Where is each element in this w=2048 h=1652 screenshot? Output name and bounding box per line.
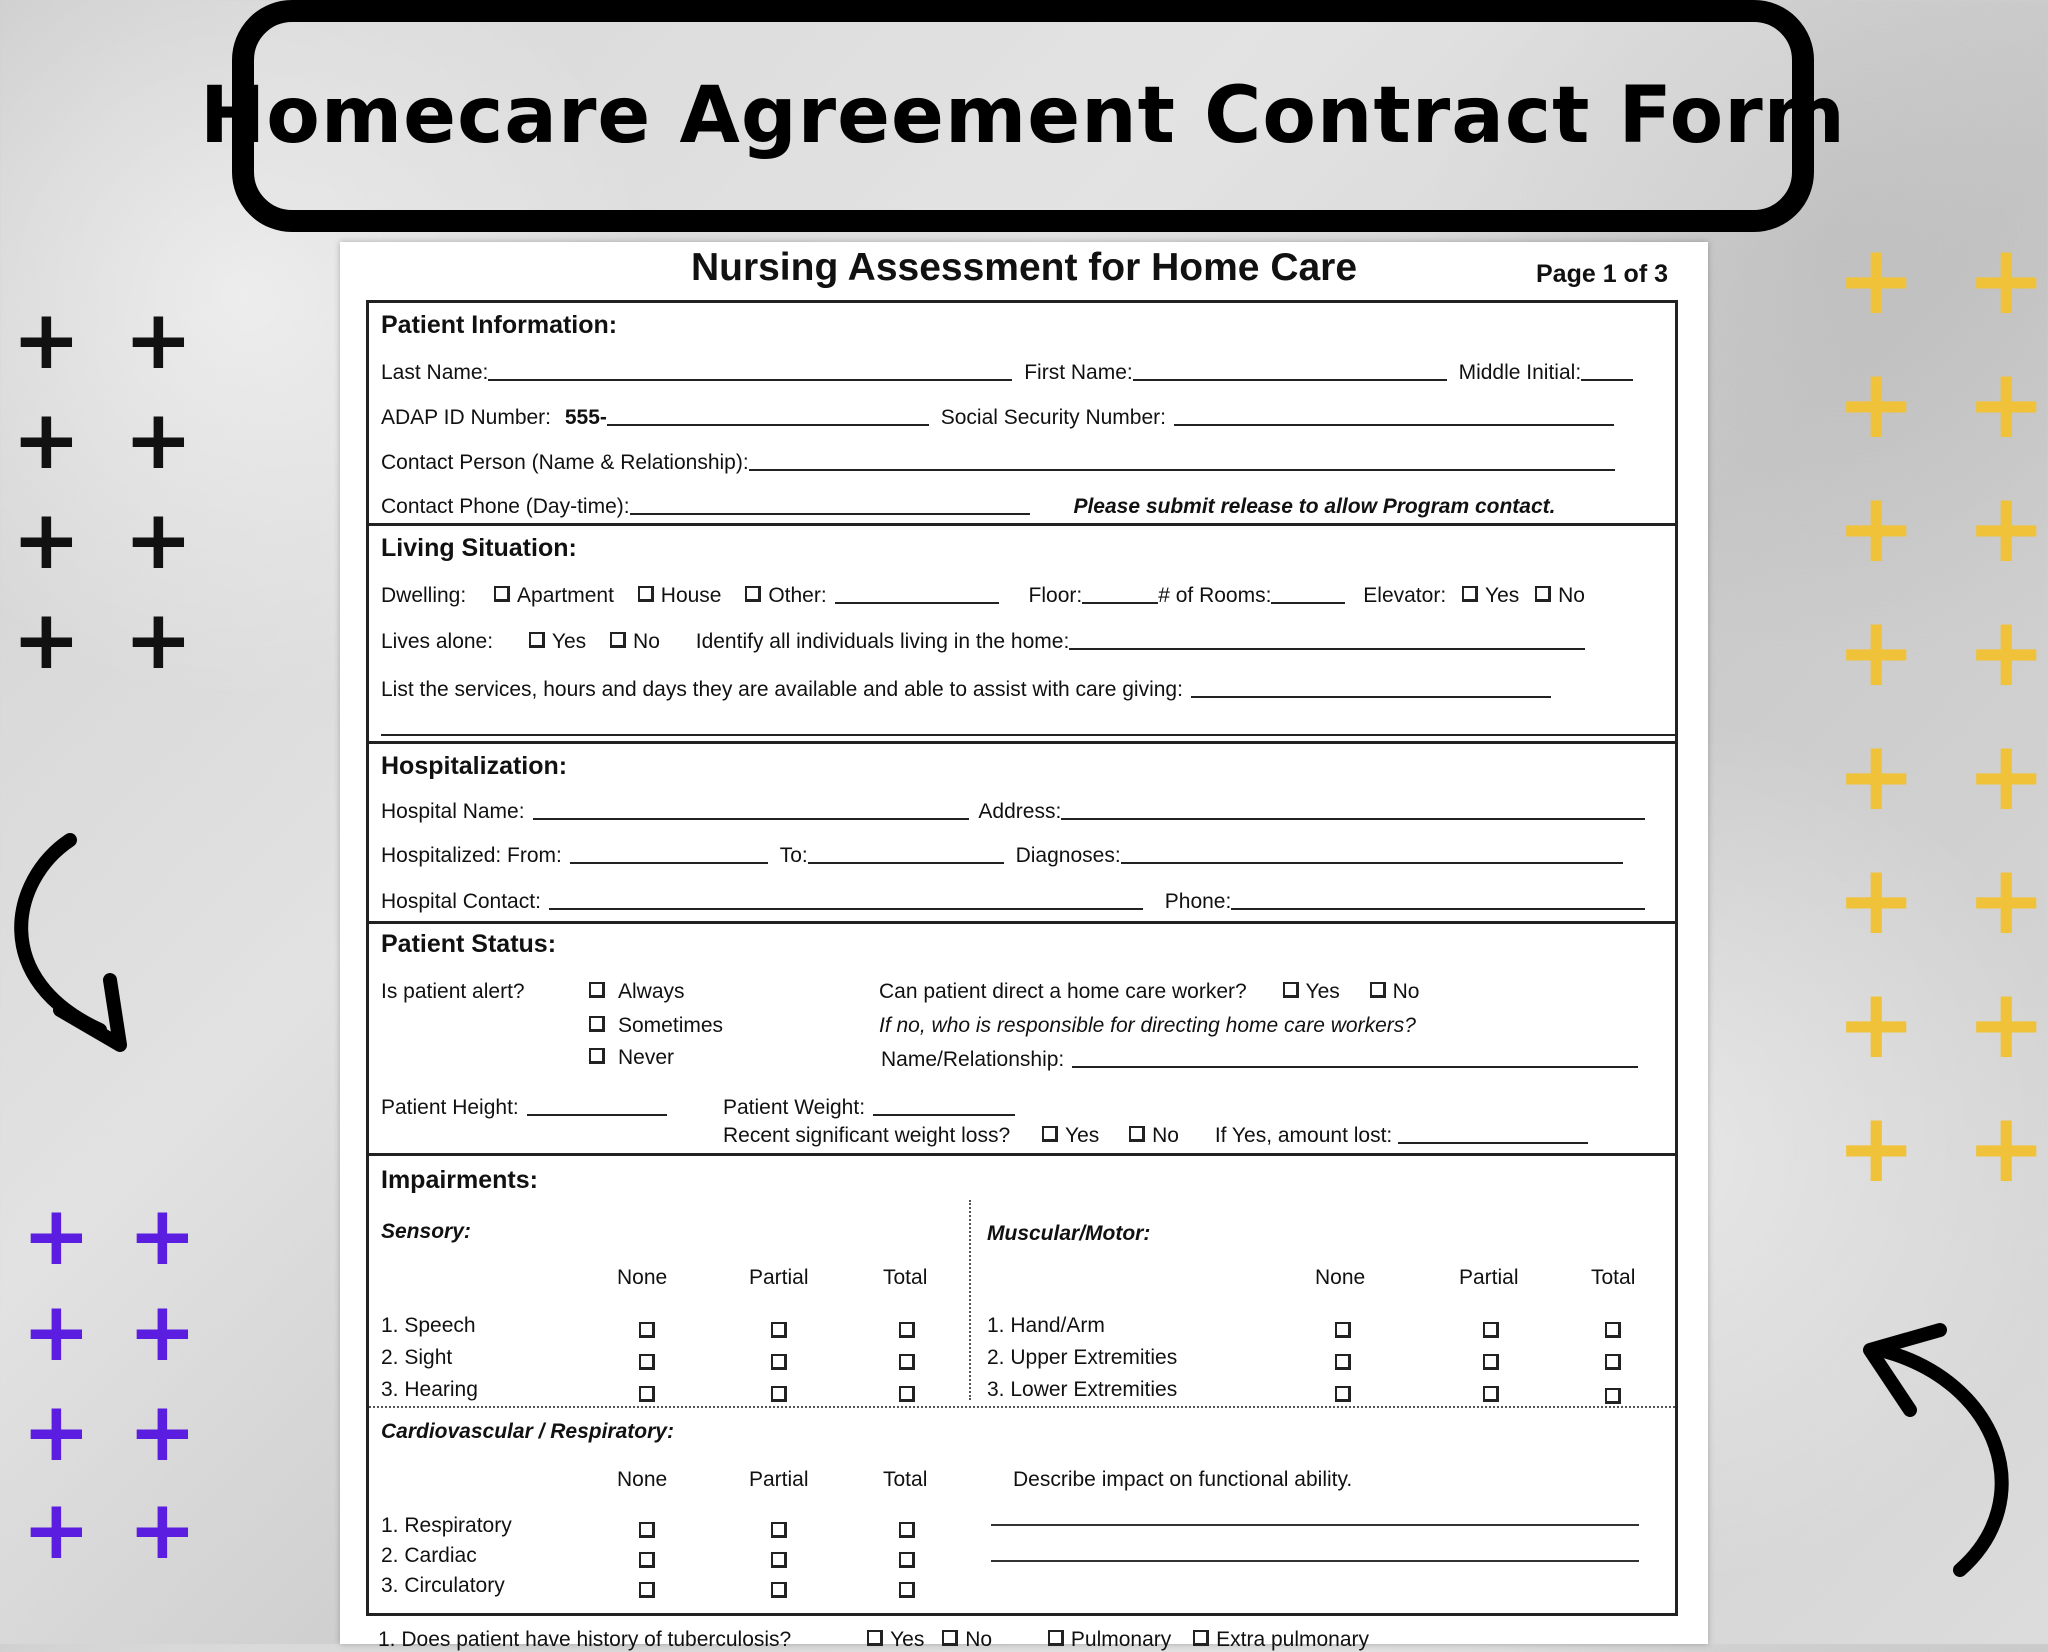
muscular-total-header: Total (1591, 1266, 1636, 1289)
plus-icon: + (1966, 968, 2047, 1080)
lower-partial-checkbox[interactable] (1483, 1386, 1499, 1402)
respiratory-partial-checkbox[interactable] (771, 1522, 787, 1538)
diagnoses-label: Diagnoses: (1015, 844, 1121, 867)
to-label: To: (779, 844, 808, 867)
tb-yes-checkbox[interactable] (867, 1630, 883, 1646)
other-label: Other: (768, 584, 827, 607)
diagnoses-field[interactable] (1121, 844, 1623, 864)
ssn-field[interactable] (1174, 406, 1614, 426)
alert-sometimes: Sometimes (589, 1014, 723, 1038)
floor-field[interactable] (1082, 584, 1158, 604)
other-checkbox[interactable] (745, 586, 761, 602)
contact-person-label: Contact Person (Name & Relationship): (381, 451, 749, 474)
cardio-none-header: None (617, 1468, 668, 1491)
plus-icon: + (1966, 224, 2047, 336)
row-hospitalized (381, 842, 1665, 868)
alert-never-checkbox[interactable] (589, 1048, 605, 1064)
adap-id-label: ADAP ID Number: (381, 406, 551, 429)
cardio-item: 2. Cardiac (381, 1544, 477, 1567)
to-field[interactable] (808, 844, 1004, 864)
direct-question: Can patient direct a home care worker? (879, 980, 1247, 1003)
tb-question: 1. Does patient have history of tuberculosis? (378, 1628, 792, 1651)
cardio-item: 3. Circulatory (381, 1574, 505, 1597)
height-label: Patient Height: (381, 1096, 519, 1119)
plus-icon: + (1966, 596, 2047, 708)
circulatory-partial-checkbox[interactable] (771, 1582, 787, 1598)
plus-icon: + (1836, 224, 1917, 336)
circulatory-total-checkbox[interactable] (899, 1582, 915, 1598)
adap-id-prefix: 555- (564, 406, 607, 429)
if-no-note: If no, who is responsible for directing home care workers? (879, 1014, 1416, 1037)
banner-title: Homecare Agreement Contract Form (200, 71, 1846, 161)
identify-label: Identify all individuals living in the home: (695, 630, 1070, 653)
speech-partial-checkbox[interactable] (771, 1322, 787, 1338)
weight-row (723, 1094, 1015, 1120)
plus-icon: + (128, 1483, 197, 1578)
contact-phone-label: Contact Phone (Day-time): (381, 495, 630, 518)
row-names (381, 359, 1665, 385)
plus-icon: + (1966, 1092, 2047, 1204)
muscular-heading: Muscular/Motor: (987, 1222, 1151, 1245)
section-heading: Living Situation: (381, 534, 577, 562)
middle-initial-field[interactable] (1581, 361, 1633, 381)
cardiac-partial-checkbox[interactable] (771, 1552, 787, 1568)
cardiac-none-checkbox[interactable] (639, 1552, 655, 1568)
alert-sometimes-checkbox[interactable] (589, 1016, 605, 1032)
speech-none-checkbox[interactable] (639, 1322, 655, 1338)
phone-field[interactable] (1231, 890, 1645, 910)
plus-icon: + (124, 593, 193, 688)
section-living-situation (366, 526, 1678, 744)
plus-icon: + (1836, 596, 1917, 708)
alert-always: Always (589, 980, 685, 1004)
elevator-label: Elevator: (1363, 584, 1447, 607)
services-field[interactable] (1191, 678, 1551, 698)
upper-total-checkbox[interactable] (1605, 1354, 1621, 1370)
weight-loss-row: Recent significant weight loss? Yes No If Yes, amount lost: (723, 1122, 1588, 1148)
curved-arrow-right-icon (1850, 1320, 2020, 1580)
last-name-label: Last Name: (381, 361, 489, 384)
name-relationship-row (881, 1046, 1638, 1072)
column-divider (969, 1200, 971, 1400)
cardio-total-header: Total (883, 1468, 928, 1491)
plus-icon: + (124, 293, 193, 388)
amount-lost-label: If Yes, amount lost: (1214, 1124, 1393, 1147)
section-heading: Impairments: (381, 1166, 538, 1194)
services-field-line2[interactable] (381, 716, 1677, 736)
muscular-item: 1. Hand/Arm (987, 1314, 1105, 1337)
sensory-total-header: Total (883, 1266, 928, 1289)
ssn-label: Social Security Number: (940, 406, 1166, 429)
weight-label: Patient Weight: (723, 1096, 866, 1119)
muscular-item: 3. Lower Extremities (987, 1378, 1178, 1401)
floor-label: Floor: (1028, 584, 1083, 607)
hospital-contact-label: Hospital Contact: (381, 890, 541, 913)
extra-pulmonary-checkbox[interactable] (1193, 1630, 1209, 1646)
section-hospitalization (366, 744, 1678, 924)
plus-icon: + (22, 1385, 91, 1480)
height-field[interactable] (527, 1096, 667, 1116)
address-field[interactable] (1061, 800, 1645, 820)
hospitalized-from-label: Hospitalized: From: (381, 844, 562, 867)
height-row (381, 1094, 667, 1120)
lower-total-checkbox[interactable] (1605, 1388, 1621, 1404)
plus-icon: + (1836, 968, 1917, 1080)
amount-lost-field[interactable] (1398, 1124, 1588, 1144)
plus-icon: + (12, 293, 81, 388)
identify-field[interactable] (1069, 630, 1585, 650)
first-name-label: First Name: (1024, 361, 1133, 384)
lives-alone-no-checkbox[interactable] (610, 632, 626, 648)
services-label: List the services, hours and days they are available and able to assist with care giving: (381, 678, 1183, 701)
lives-alone-label: Lives alone: (381, 630, 494, 653)
sensory-item: 3. Hearing (381, 1378, 478, 1401)
section-patient-information (366, 300, 1678, 526)
plus-icon: + (1836, 844, 1917, 956)
plus-icon: + (12, 393, 81, 488)
weight-loss-label: Recent significant weight loss? (723, 1124, 1011, 1147)
alert-always-checkbox[interactable] (589, 982, 605, 998)
plus-icon: + (1966, 844, 2047, 956)
plus-icon: + (1966, 348, 2047, 460)
plus-icon: + (22, 1483, 91, 1578)
respiratory-total-checkbox[interactable] (899, 1522, 915, 1538)
from-field[interactable] (570, 844, 768, 864)
hand-partial-checkbox[interactable] (1483, 1322, 1499, 1338)
row-hospital-name (381, 798, 1665, 824)
tb-no-checkbox[interactable] (942, 1630, 958, 1646)
row-services (381, 676, 1665, 702)
first-name-field[interactable] (1133, 361, 1447, 381)
house-checkbox[interactable] (638, 586, 654, 602)
elevator-yes-checkbox[interactable] (1462, 586, 1478, 602)
lives-alone-yes-checkbox[interactable] (529, 632, 545, 648)
describe-field-line2[interactable] (991, 1560, 1639, 1562)
adap-id-field[interactable] (607, 406, 929, 426)
plus-icon: + (128, 1385, 197, 1480)
alert-never: Never (589, 1046, 674, 1070)
phone-label: Phone: (1164, 890, 1232, 913)
row-contact-person (381, 449, 1665, 475)
pulmonary-checkbox[interactable] (1048, 1630, 1064, 1646)
section-impairments (366, 1156, 1678, 1616)
weight-loss-yes-checkbox[interactable] (1042, 1126, 1058, 1142)
hearing-none-checkbox[interactable] (639, 1386, 655, 1402)
plus-icon: + (1836, 1092, 1917, 1204)
curved-arrow-left-icon (0, 830, 150, 1060)
hospital-contact-field[interactable] (549, 890, 1143, 910)
row-lives-alone (381, 628, 1665, 654)
row-contact-phone (381, 493, 1665, 519)
plus-icon: + (22, 1285, 91, 1380)
hospital-name-label: Hospital Name: (381, 800, 525, 823)
alert-question: Is patient alert? (381, 980, 525, 1003)
section-heading: Patient Status: (381, 930, 557, 958)
sight-partial-checkbox[interactable] (771, 1354, 787, 1370)
sensory-none-header: None (617, 1266, 668, 1289)
weight-loss-no-checkbox[interactable] (1129, 1126, 1145, 1142)
hospital-name-field[interactable] (533, 800, 969, 820)
dwelling-label: Dwelling: (381, 584, 467, 607)
lower-none-checkbox[interactable] (1335, 1386, 1351, 1402)
other-field[interactable] (835, 584, 999, 604)
elevator-yes-label: Yes (1485, 584, 1520, 607)
plus-icon: + (12, 493, 81, 588)
address-label: Address: (978, 800, 1062, 823)
hearing-total-checkbox[interactable] (899, 1386, 915, 1402)
muscular-item: 2. Upper Extremities (987, 1346, 1178, 1369)
house-label: House (660, 584, 722, 607)
row-services-line2 (381, 714, 1665, 740)
plus-icon: + (1836, 720, 1917, 832)
plus-icon: + (128, 1285, 197, 1380)
banner-frame (200, 0, 1846, 232)
elevator-no-checkbox[interactable] (1535, 586, 1551, 602)
hand-none-checkbox[interactable] (1335, 1322, 1351, 1338)
release-note: Please submit release to allow Program contact. (1073, 495, 1556, 518)
cardiac-total-checkbox[interactable] (899, 1552, 915, 1568)
direct-yes-checkbox[interactable] (1283, 982, 1299, 998)
name-relationship-field[interactable] (1072, 1048, 1638, 1068)
lives-alone-yes-label: Yes (551, 630, 587, 653)
plus-icon: + (22, 1189, 91, 1284)
sensory-heading: Sensory: (381, 1220, 471, 1243)
impairments-divider (369, 1406, 1675, 1408)
sensory-item: 1. Speech (381, 1314, 476, 1337)
plus-icon: + (128, 1189, 197, 1284)
row-dwelling (381, 582, 1665, 608)
rooms-label: # of Rooms: (1158, 584, 1272, 607)
name-relationship-label: Name/Relationship: (881, 1048, 1065, 1071)
sensory-partial-header: Partial (749, 1266, 809, 1289)
page-number: Page 1 of 3 (1536, 260, 1668, 288)
section-heading: Hospitalization: (381, 752, 568, 780)
apartment-label: Apartment (517, 584, 614, 607)
rooms-field[interactable] (1271, 584, 1345, 604)
plus-icon: + (124, 493, 193, 588)
tb-question-row: 1. Does patient have history of tuberculosis? Yes No Pulmonary Extra pulmonary (378, 1628, 1370, 1651)
respiratory-none-checkbox[interactable] (639, 1522, 655, 1538)
direct-question-row: Can patient direct a home care worker? Yes No (879, 980, 1420, 1003)
form-paper (340, 242, 1708, 1651)
hand-total-checkbox[interactable] (1605, 1322, 1621, 1338)
circulatory-none-checkbox[interactable] (639, 1582, 655, 1598)
middle-initial-label: Middle Initial: (1458, 361, 1582, 384)
sensory-item: 2. Sight (381, 1346, 453, 1369)
hearing-partial-checkbox[interactable] (771, 1386, 787, 1402)
section-heading: Patient Information: (381, 311, 618, 339)
contact-person-field[interactable] (749, 451, 1615, 471)
speech-total-checkbox[interactable] (899, 1322, 915, 1338)
cardio-heading: Cardiovascular / Respiratory: (381, 1420, 674, 1443)
plus-icon: + (1966, 472, 2047, 584)
describe-field-line1[interactable] (991, 1524, 1639, 1526)
upper-partial-checkbox[interactable] (1483, 1354, 1499, 1370)
contact-phone-field[interactable] (630, 495, 1030, 515)
muscular-none-header: None (1315, 1266, 1366, 1289)
plus-icon: + (1836, 348, 1917, 460)
section-patient-status (366, 924, 1678, 1156)
plus-icon: + (1836, 472, 1917, 584)
plus-icon: + (1966, 720, 2047, 832)
apartment-checkbox[interactable] (494, 586, 510, 602)
describe-label: Describe impact on functional ability. (1013, 1468, 1353, 1491)
upper-none-checkbox[interactable] (1335, 1354, 1351, 1370)
last-name-field[interactable] (488, 361, 1012, 381)
document-title: Nursing Assessment for Home Care (690, 246, 1358, 289)
plus-icon: + (124, 393, 193, 488)
weight-field[interactable] (873, 1096, 1015, 1116)
sight-none-checkbox[interactable] (639, 1354, 655, 1370)
cardio-item: 1. Respiratory (381, 1514, 512, 1537)
row-hospital-contact (381, 888, 1665, 914)
cardio-partial-header: Partial (749, 1468, 809, 1491)
row-ids (381, 404, 1665, 430)
muscular-partial-header: Partial (1459, 1266, 1519, 1289)
sight-total-checkbox[interactable] (899, 1354, 915, 1370)
lives-alone-no-label: No (633, 630, 660, 653)
plus-icon: + (12, 593, 81, 688)
elevator-no-label: No (1558, 584, 1585, 607)
direct-no-checkbox[interactable] (1370, 982, 1386, 998)
